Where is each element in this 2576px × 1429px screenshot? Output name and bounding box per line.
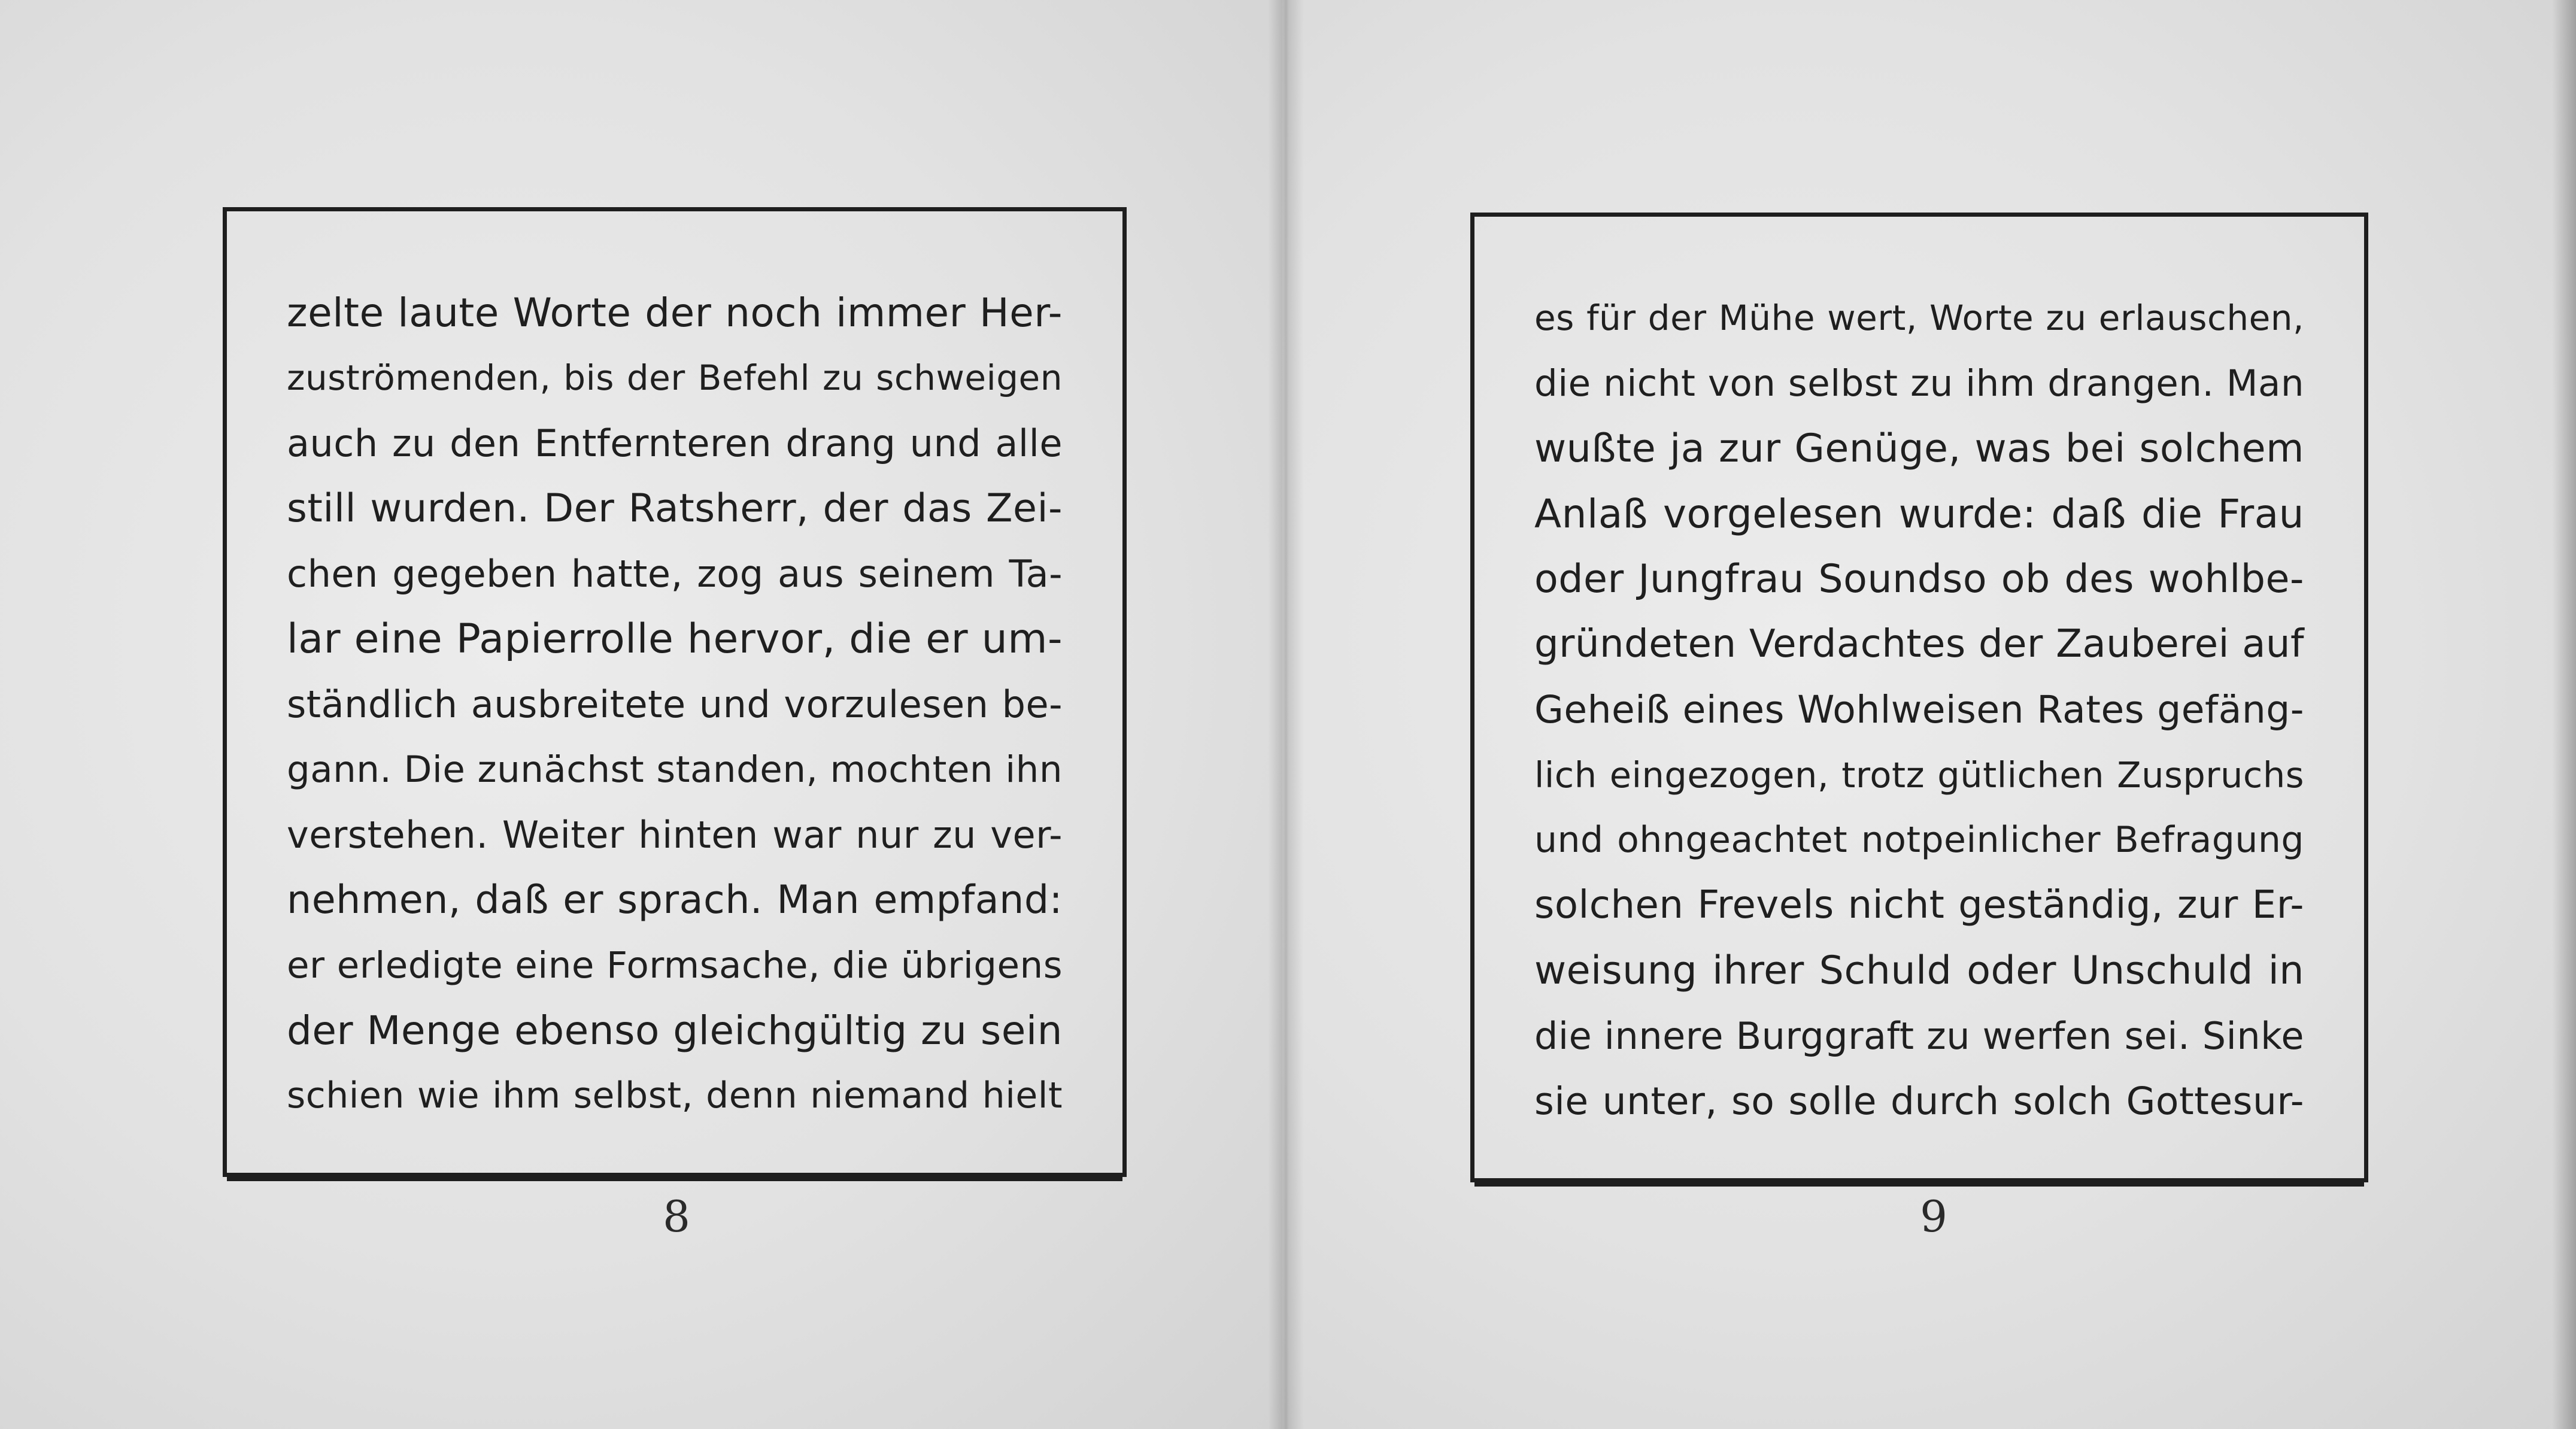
- text-line: lich eingezogen, trotz gütlichen Zuspruchs: [1534, 754, 2304, 796]
- text-line: sie unter, so solle durch solch Gottesur-: [1534, 1079, 2304, 1123]
- text-line: solchen Frevels nicht geständig, zur Er-: [1534, 883, 2304, 927]
- text-line: nehmen, daß er sprach. Man empfand:: [287, 878, 1063, 923]
- text-line: chen gegeben hatte, zog aus seinem Ta-: [287, 552, 1063, 596]
- text-line: lar eine Papierrolle hervor, die er um-: [287, 615, 1063, 663]
- text-line: gründeten Verdachtes der Zauberei auf: [1534, 622, 2304, 666]
- text-line: ständlich ausbreitete und vorzulesen be-: [287, 682, 1063, 726]
- page-edge-shadow: [2552, 0, 2576, 1429]
- text-line: verstehen. Weiter hinten war nur zu ver-: [287, 813, 1063, 857]
- text-line: die innere Burggraft zu werfen sei. Sinke: [1534, 1014, 2304, 1058]
- text-line: Anlaß vorgelesen wurde: daß die Frau: [1534, 491, 2304, 537]
- text-line: und ohngeachtet notpeinlicher Befragung: [1534, 819, 2304, 861]
- book-gutter: [1268, 0, 1304, 1429]
- text-line: schien wie ihm selbst, denn niemand hielt: [287, 1075, 1063, 1116]
- text-line: es für der Mühe wert, Worte zu erlauschen,: [1534, 298, 2304, 338]
- text-line: Geheiß eines Wohlweisen Rates gefäng-: [1534, 688, 2304, 732]
- text-line: still wurden. Der Ratsherr, der das Zei-: [287, 486, 1063, 531]
- text-line: die nicht von selbst zu ihm drangen. Man: [1534, 362, 2304, 405]
- right-text-frame: [1470, 213, 2368, 1182]
- left-page: [0, 0, 1282, 1429]
- left-text-block: [287, 280, 1063, 1128]
- text-line: zelte laute Worte der noch immer Her-: [287, 290, 1063, 336]
- text-line: er erledigte eine Formsache, die übrigens: [287, 944, 1063, 987]
- text-line: auch zu den Entfernteren drang und alle: [287, 421, 1063, 465]
- right-text-block: [1534, 286, 2304, 1134]
- text-line: weisung ihrer Schuld oder Unschuld in: [1534, 948, 2304, 993]
- text-line: oder Jungfrau Soundso ob des wohlbe-: [1534, 557, 2304, 602]
- left-text-frame: [223, 207, 1127, 1177]
- page-number-right: 9: [1920, 1191, 1947, 1242]
- text-line: der Menge ebenso gleichgültig zu sein: [287, 1008, 1063, 1054]
- page-number-left: 8: [663, 1191, 690, 1242]
- text-line: wußte ja zur Genüge, was bei solchem: [1534, 426, 2304, 471]
- text-line: zuströmenden, bis der Befehl zu schweigen: [287, 357, 1063, 398]
- text-line: gann. Die zunächst standen, mochten ihn: [287, 748, 1063, 791]
